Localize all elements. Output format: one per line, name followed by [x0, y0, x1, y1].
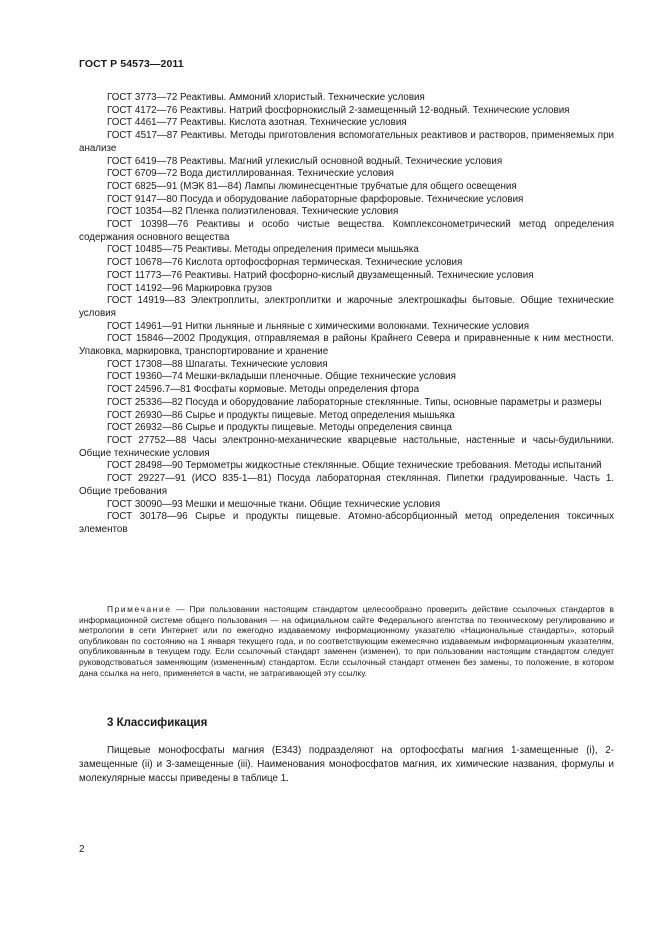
document-header-id: ГОСТ Р 54573—2011: [79, 58, 184, 70]
reference-item: ГОСТ 30178—96 Сырье и продукты пищевые. Атомно-абсорбционный метод определения токсичных элементов: [79, 511, 614, 535]
reference-item: ГОСТ 10354—82 Пленка полиэтиленовая. Технические условия: [107, 206, 399, 218]
reference-item: ГОСТ 17308—88 Шпагаты. Технические условия: [107, 358, 328, 370]
reference-item: ГОСТ 19360—74 Мешки-вкладыши пленочные. Общие технические условия: [107, 371, 456, 383]
reference-item: ГОСТ 27752—88 Часы электронно-механические кварцевые настольные, настенные и часы-будильники. Общие технические условия: [79, 434, 614, 459]
section-paragraph: Пищевые монофосфаты магния (Е343) подразделяют на ортофосфаты магния 1-замещенные (i), 2-замещенные (ii) и 3-замещенные (iii). Наименования монофосфатов магния, их химические названия, формулы и молекулярные массы приведены в таблице 1.: [79, 745, 614, 784]
reference-item: ГОСТ 25336—82 Посуда и оборудование лабораторные стеклянные. Типы, основные параметры и размеры: [107, 396, 602, 408]
reference-item: ГОСТ 4517—87 Реактивы. Методы приготовления вспомогательных реактивов и растворов, применяемых при анализе: [79, 130, 614, 154]
normative-references-list: [79, 92, 614, 537]
reference-item: ГОСТ 14961—91 Нитки льняные и льняные с химическими волокнами. Технические условия: [107, 320, 530, 332]
reference-item: ГОСТ 11773—76 Реактивы. Натрий фосфорно-кислый двузамещенный. Технические условия: [107, 269, 534, 281]
reference-item: ГОСТ 15846—2002 Продукция, отправляемая в районы Крайнего Севера и приравненные к ним местности. Упаковка, маркировка, транспортирование и хранение: [79, 333, 614, 358]
section-body: [79, 744, 614, 786]
reference-item: ГОСТ 10398—76 Реактивы и особо чистые вещества. Комплексонометрический метод определения содержания основного вещества: [79, 219, 614, 243]
reference-item: ГОСТ 6419—78 Реактивы. Магний углекислый основной водный. Технические условия: [107, 155, 503, 167]
reference-item: ГОСТ 6709—72 Вода дистиллированная. Технические условия: [107, 168, 394, 180]
reference-item: ГОСТ 14919—83 Электроплиты, электроплитки и жарочные электрошкафы бытовые. Общие технические условия: [79, 295, 614, 319]
note-text: — При пользовании настоящим стандартом целесообразно проверить действие ссылочных стандартов в информационной системе общего пользования — на официальном сайте Федерального агентства по техническому регулированию и метрологии в сети Интернет или по ежегодно издаваемому информационному указателю «Национальные стандарты», который опубликован по состоянию на 1 января текущего года, и по соответствующим ежемесячно издаваемым информационным указателям, опубликованным в текущем году. Если ссылочный стандарт заменен (изменен), то при пользовании настоящим стандартом следует руководствоваться заменяющим (измененным) стандартом. Если ссылочный стандарт отменен без замены, то положение, в котором дана ссылка на него, применяется в части, не затрагивающей эту ссылку.: [79, 604, 614, 678]
note-label: Примечание: [107, 604, 172, 614]
reference-item: ГОСТ 4461—77 Реактивы. Кислота азотная. Технические условия: [107, 117, 407, 129]
reference-item: ГОСТ 4172—76 Реактивы. Натрий фосфорнокислый 2-замещенный 12-водный. Технические условия: [107, 104, 570, 116]
reference-item: ГОСТ 9147—80 Посуда и оборудование лабораторные фарфоровые. Технические условия: [107, 193, 524, 205]
note-block: [79, 604, 614, 678]
reference-item: ГОСТ 26930—86 Сырье и продукты пищевые. Метод определения мышьяка: [107, 409, 455, 421]
section-title: 3 Классификация: [107, 717, 208, 729]
reference-item: ГОСТ 24596.7—81 Фосфаты кормовые. Методы определения фтора: [107, 384, 420, 396]
reference-item: ГОСТ 10485—75 Реактивы. Методы определения примеси мышьяка: [107, 244, 419, 256]
reference-item: ГОСТ 6825—91 (МЭК 81—84) Лампы люминесцентные трубчатые для общего освещения: [107, 180, 517, 192]
page-number: 2: [79, 844, 85, 855]
reference-item: ГОСТ 28498—90 Термометры жидкостные стеклянные. Общие технические требования. Методы испытаний: [107, 460, 602, 472]
reference-item: ГОСТ 29227—91 (ИСО 835-1—81) Посуда лабораторная стеклянная. Пипетки градуированные. Часть 1. Общие требования: [79, 473, 614, 497]
reference-item: ГОСТ 30090—93 Мешки и мешочные ткани. Общие технические условия: [107, 498, 441, 510]
reference-item: ГОСТ 26932—86 Сырье и продукты пищевые. Методы определения свинца: [107, 422, 452, 434]
reference-item: ГОСТ 10678—76 Кислота ортофосфорная термическая. Технические условия: [107, 257, 463, 269]
reference-item: ГОСТ 14192—96 Маркировка грузов: [107, 282, 273, 294]
reference-item: ГОСТ 3773—72 Реактивы. Аммоний хлористый. Технические условия: [107, 92, 425, 103]
